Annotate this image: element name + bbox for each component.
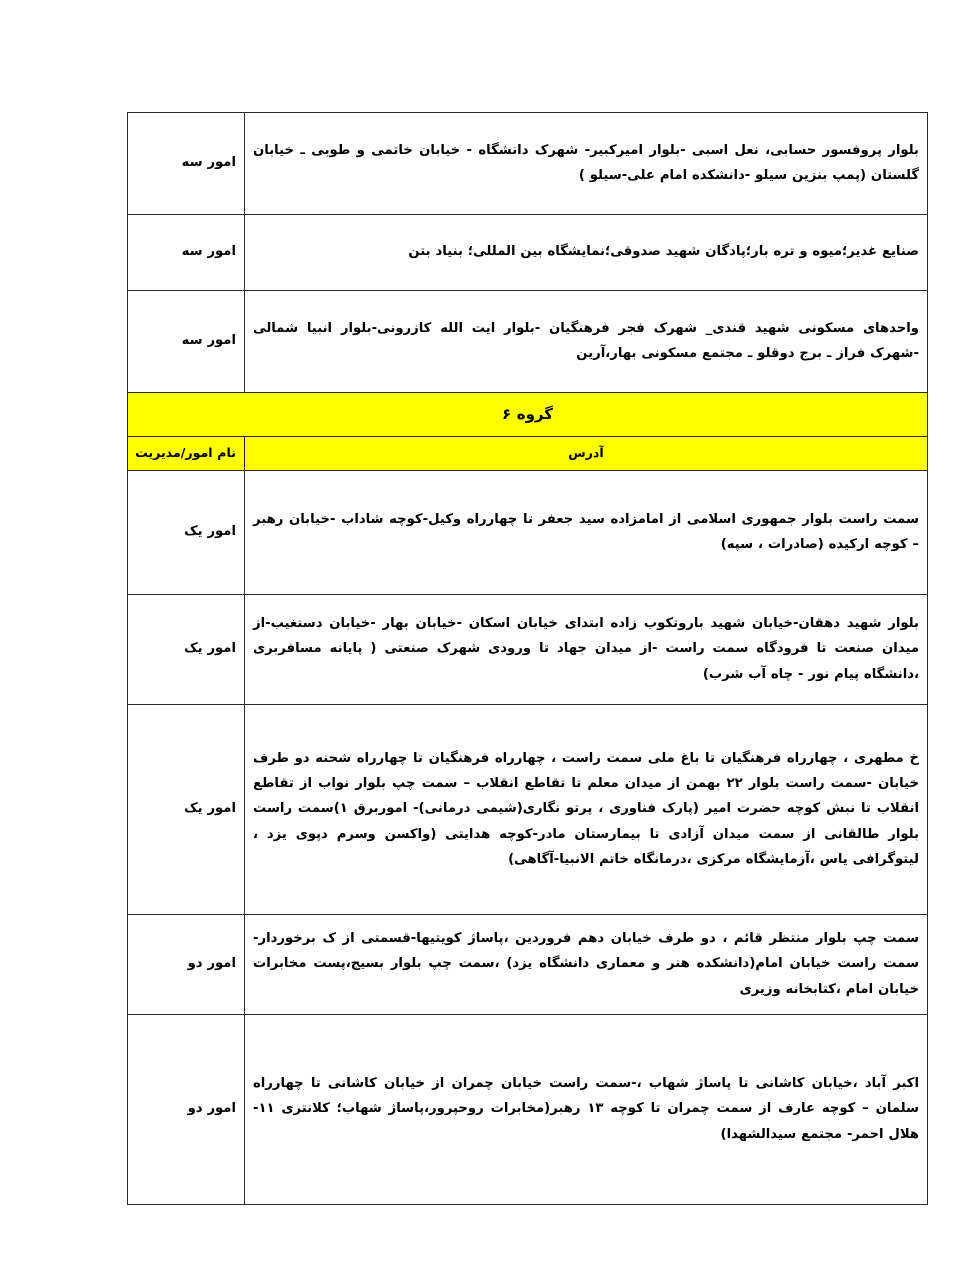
management-name-cell: امور یک [128, 470, 245, 594]
table-row [128, 215, 928, 291]
table-row [128, 594, 928, 704]
address-table-container [128, 112, 928, 1205]
header-address: آدرس [245, 436, 928, 470]
group-banner-label: گروه ۶ [128, 393, 928, 437]
management-name-cell: امور یک [128, 594, 245, 704]
address-table [127, 112, 928, 1205]
table-row [128, 470, 928, 594]
management-name-cell: امور دو [128, 914, 245, 1014]
table-row [128, 704, 928, 914]
management-name-cell: امور یک [128, 704, 245, 914]
header-management-name: نام امور/مدیریت [128, 436, 245, 470]
management-name-cell: امور سه [128, 215, 245, 291]
table-row [128, 1014, 928, 1204]
table-row [128, 113, 928, 215]
address-cell: بلوار پروفسور حسابی، نعل اسبی -بلوار امیرکبیر- شهرک دانشگاه - خیابان خاتمی و طوبی ـ خیابان گلستان (پمپ بنزین سیلو -دانشکده امام علی-سیلو ) [245, 113, 928, 215]
address-cell: سمت راست بلوار جمهوری اسلامی از امامزاده سید جعفر تا چهارراه وکیل-کوچه شاداب -خیابان رهبر – کوچه ارکیده (صادرات ، سپه) [245, 470, 928, 594]
address-cell: خ مطهری ، چهارراه فرهنگیان تا باغ ملی سمت راست ، چهارراه فرهنگیان تا چهارراه شحنه دو طرف خیابان -سمت راست بلوار ۲۲ بهمن از میدان معلم تا تقاطع انقلاب – سمت چپ بلوار نواب از تقاطع انقلاب تا نبش کوچه حضرت امیر (پارک فناوری ، پرتو نگاری(شیمی درمانی)- اموربرق ۱)سمت راست بلوار طالقانی از سمت میدان آزادی تا بیمارستان مادر-کوچه هدایتی (واکسن وسرم دپوی یزد ، لیتوگرافی یاس ،آزمایشگاه مرکزی ،درمانگاه خاتم الانبیا-آگاهی) [245, 704, 928, 914]
management-name-cell: امور سه [128, 113, 245, 215]
address-cell: صنایع غدیر؛میوه و تره بار؛پادگان شهید صدوقی؛نمایشگاه بین المللی؛ بنیاد بتن [245, 215, 928, 291]
address-cell: بلوار شهید دهقان-خیابان شهید باروتکوب زاده ابتدای خیابان اسکان -خیابان بهار -خیابان دستغیب-از میدان صنعت تا فرودگاه سمت راست -از میدان جهاد تا ورودی شهرک صنعتی ( پایانه مسافربری ،دانشگاه پیام نور - چاه آب شرب) [245, 594, 928, 704]
address-cell: سمت چپ بلوار منتظر قائم ، دو طرف خیابان دهم فروردین ،پاساژ کویتیها-قسمتی از ک برخوردار-سمت راست خیابان امام(دانشکده هنر و معماری دانشگاه یزد) ،سمت چپ بلوار بسیج،پست مخابرات خیابان امام ،کتابخانه وزیری [245, 914, 928, 1014]
table-row [128, 914, 928, 1014]
group-banner-row [128, 393, 928, 437]
management-name-cell: امور سه [128, 291, 245, 393]
address-cell: اکبر آباد ،خیابان کاشانی تا پاساژ شهاب ،-سمت راست خیابان چمران از خیابان کاشانی تا چهارراه سلمان – کوچه عارف از سمت چمران تا کوچه ۱۳ رهبر(مخابرات روحپرور،پاساژ شهاب؛ کلانتری ۱۱-هلال احمر- مجتمع سیدالشهدا) [245, 1014, 928, 1204]
column-header-row [128, 436, 928, 470]
table-row [128, 291, 928, 393]
management-name-cell: امور دو [128, 1014, 245, 1204]
address-cell: واحدهای مسکونی شهید قندی_ شهرک فجر فرهنگیان -بلوار ایت الله کازرونی-بلوار انبیا شمالی -شهرک فراز ـ برج دوقلو ـ مجتمع مسکونی بهار،آرین [245, 291, 928, 393]
